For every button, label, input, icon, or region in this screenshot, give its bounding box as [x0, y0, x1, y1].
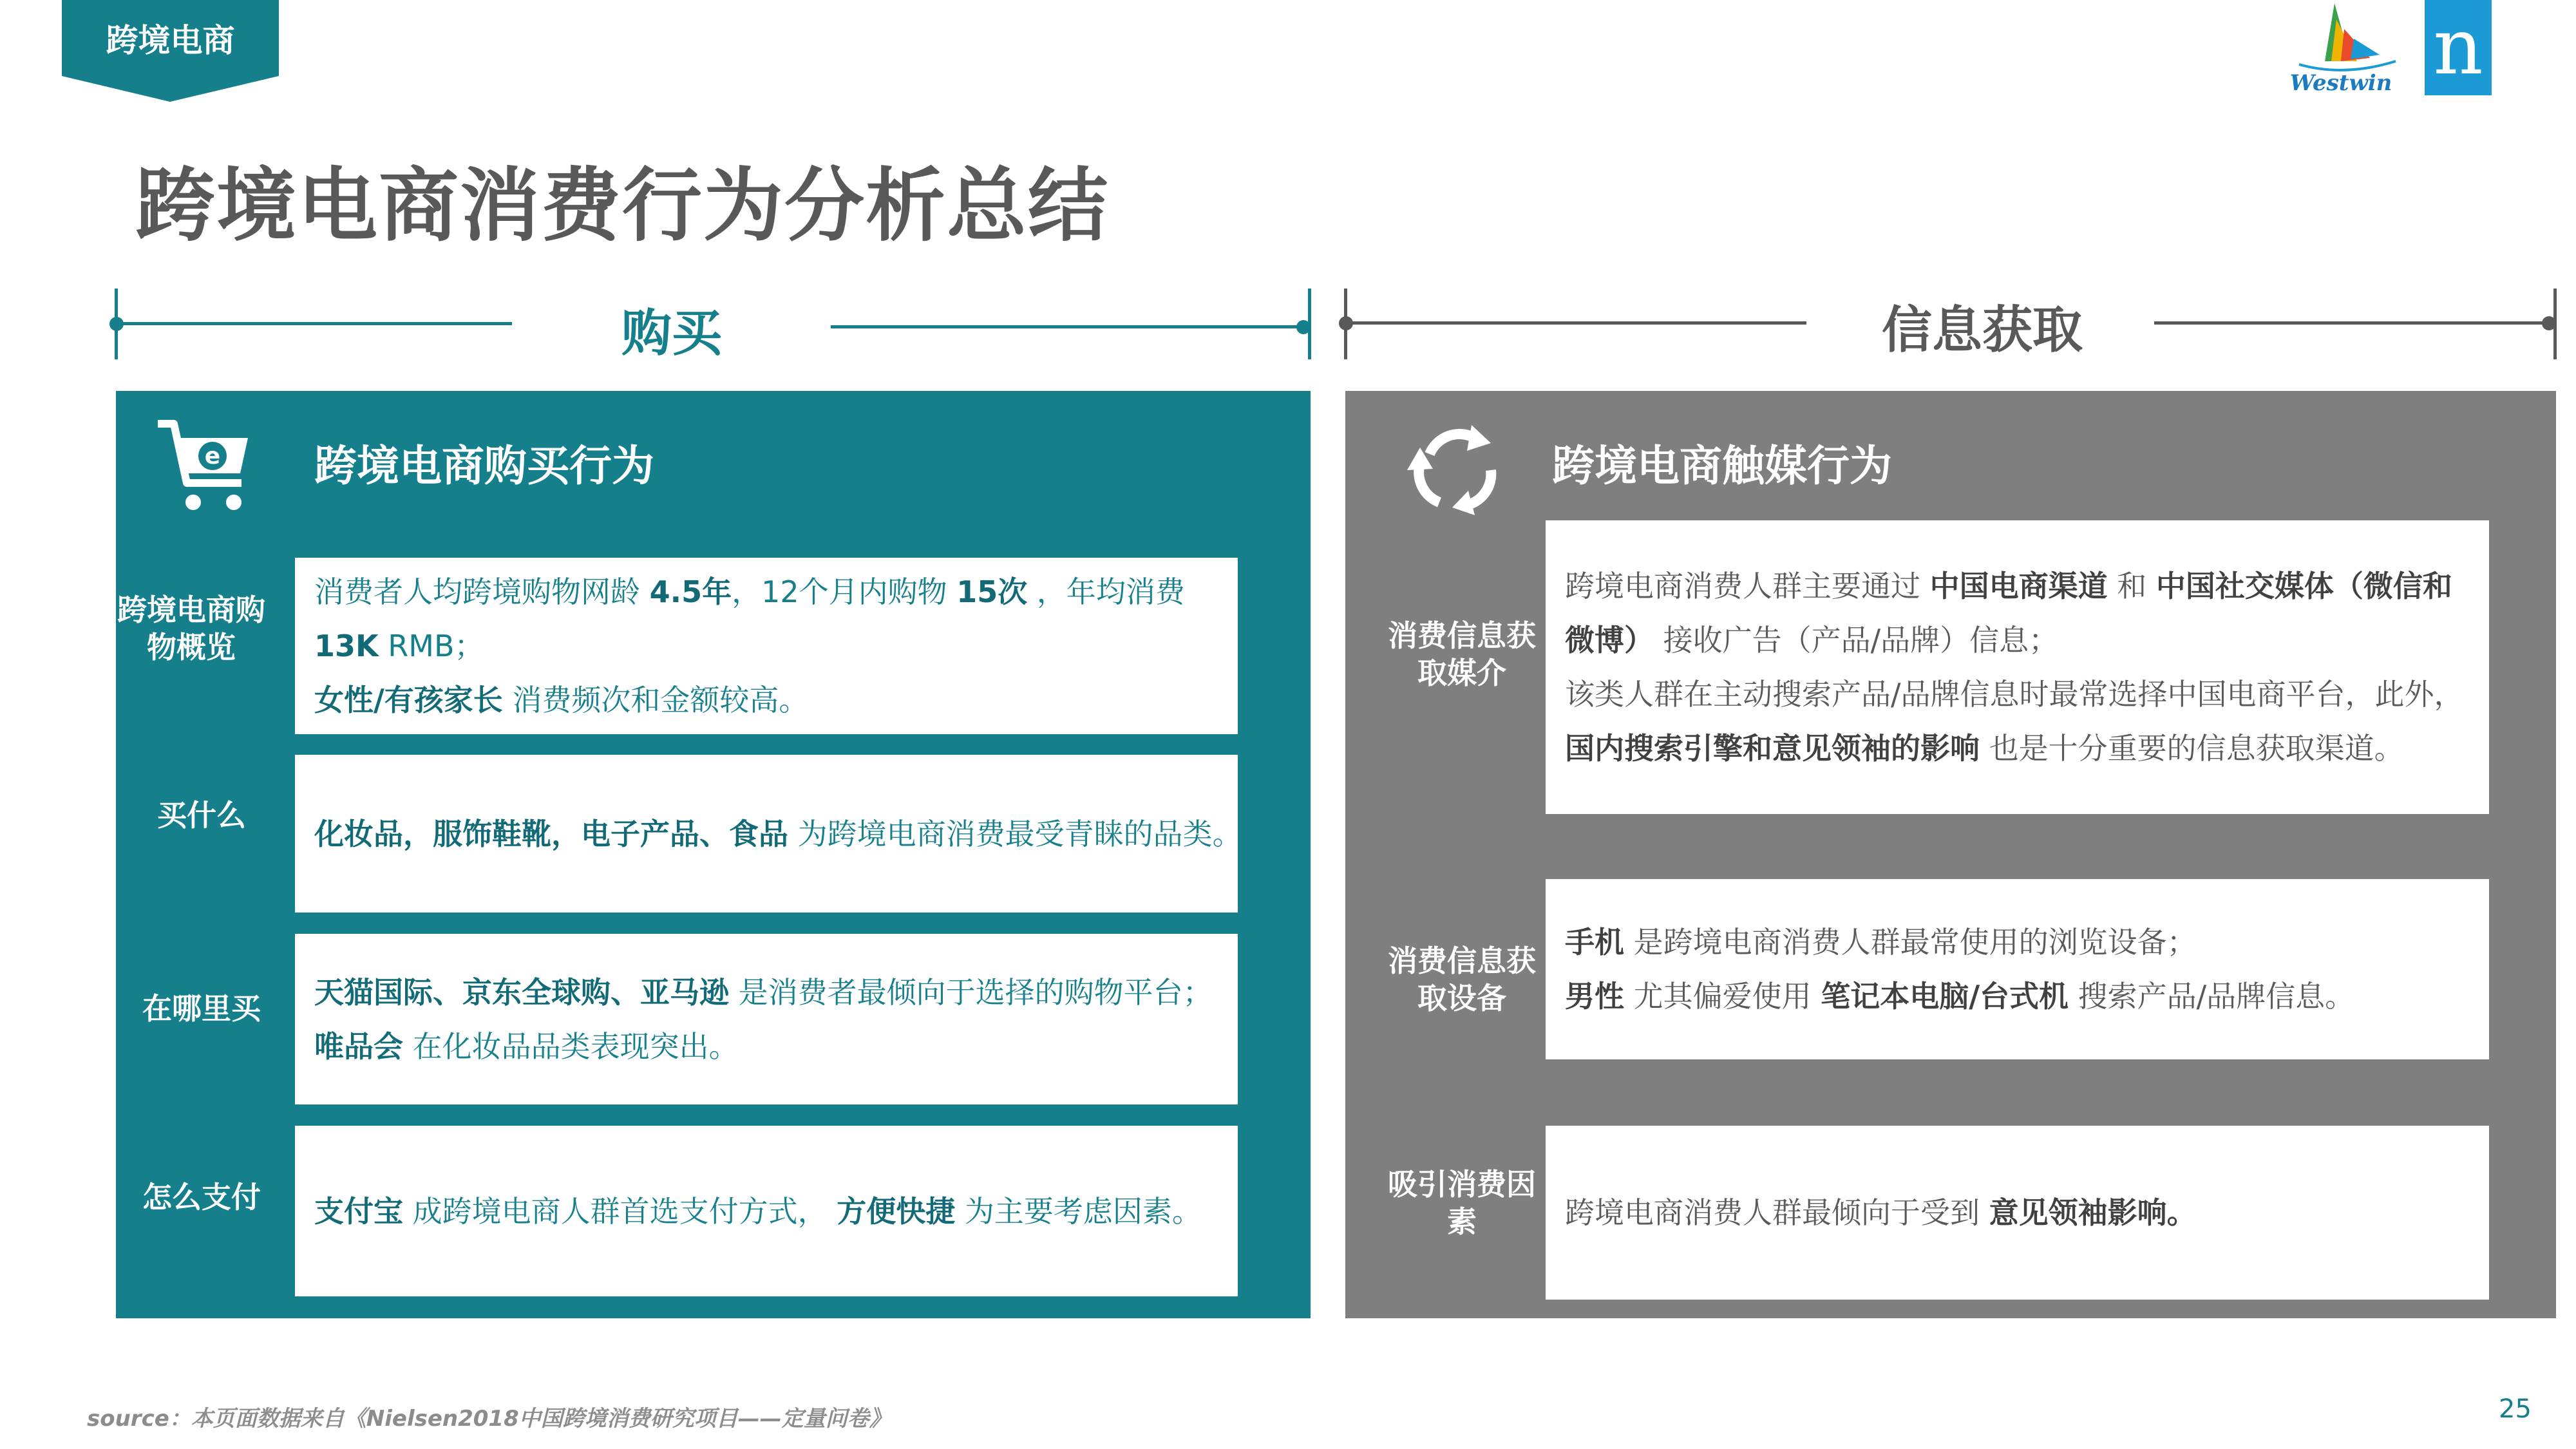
info-card-media — [1546, 520, 2489, 814]
buy-card-what — [295, 755, 1242, 913]
right-header-line — [1346, 321, 1806, 325]
body-text: 在化妆品品类表现突出。 — [403, 1028, 739, 1064]
body-text: 为主要考虑因素。 — [955, 1193, 1202, 1229]
card-line — [1565, 667, 2470, 721]
highlight-text: 中国社交媒体（微信和 — [2155, 569, 2452, 603]
body-text: 和 — [2107, 569, 2156, 603]
body-text: 该类人群在主动搜索产品/品牌信息时最常选择中国电商平台，此外， — [1565, 677, 2464, 712]
right-header-line-right — [2154, 321, 2555, 325]
section-tag-arrow — [62, 76, 279, 102]
body-text: ，年均消费 — [1027, 574, 1185, 609]
highlight-text: 15次 — [956, 574, 1028, 609]
body-text: 成跨境电商人群首选支付方式， — [403, 1193, 837, 1229]
highlight-text: 笔记本电脑/台式机 — [1821, 979, 2069, 1014]
body-text: 是消费者最倾向于选择的购物平台； — [729, 974, 1213, 1010]
buy-panel-heading: 跨境电商购买行为 — [314, 441, 654, 491]
right-header-tick-end — [2553, 289, 2557, 359]
highlight-text: 化妆品，服饰鞋靴，电子产品、食品 — [314, 816, 788, 851]
card-line — [314, 1019, 1218, 1074]
info-panel-heading: 跨境电商触媒行为 — [1552, 441, 1892, 491]
highlight-text: 天猫国际、京东全球购、亚马逊 — [314, 974, 729, 1010]
highlight-text: 女性/有孩家长 — [314, 683, 503, 717]
highlight-text: 支付宝 — [314, 1193, 403, 1229]
highlight-text: 男性 — [1565, 979, 1624, 1014]
highlight-text: 意见领袖影响。 — [1989, 1195, 2197, 1230]
source-note: source：本页面数据来自《Nielsen2018中国跨境消费研究项目——定量问卷》 — [87, 1406, 891, 1432]
body-text: 也是十分重要的信息获取渠道。 — [1980, 731, 2404, 766]
left-header-line — [116, 322, 512, 325]
body-text: 尤其偏爱使用 — [1624, 979, 1821, 1014]
shopping-cart-icon — [151, 412, 254, 515]
body-text: 跨境电商消费人群最倾向于受到 — [1565, 1195, 1989, 1230]
buy-row-label-payment: 怎么支付 — [142, 1180, 261, 1215]
info-card-device — [1546, 879, 2489, 1059]
body-text: 为跨境电商消费最受青睐的品类。 — [788, 816, 1242, 851]
card-line — [314, 1184, 1218, 1238]
buy-card-overview — [295, 558, 1238, 734]
left-header-line-right — [831, 325, 1311, 328]
right-section-title: 信息获取 — [1882, 301, 2083, 359]
card-line — [1565, 613, 2470, 667]
section-tag: 跨境电商 — [62, 0, 279, 76]
highlight-text: 13K — [314, 629, 379, 663]
westwin-logo-text: Westwin — [2289, 70, 2392, 96]
left-header-tick-end — [1308, 289, 1311, 359]
buy-row-label-overview: 跨境电商购物概览 — [117, 592, 265, 665]
card-line — [1565, 559, 2470, 613]
body-text: 消费频次和金额较高。 — [502, 683, 809, 717]
card-line — [314, 807, 1242, 861]
info-row-label-device: 消费信息获取设备 — [1388, 943, 1536, 1016]
page-number: 25 — [2499, 1394, 2532, 1424]
card-line — [1565, 969, 2470, 1023]
nielsen-logo: n — [2425, 0, 2492, 95]
highlight-text: 方便快捷 — [837, 1193, 956, 1229]
svg-text:e: e — [204, 443, 221, 469]
card-line — [1565, 1186, 2470, 1240]
media-cycle-icon — [1404, 419, 1507, 522]
buy-row-label-where: 在哪里买 — [142, 991, 261, 1026]
body-text: 接收广告（产品/品牌）信息； — [1654, 623, 2059, 658]
page-title: 跨境电商消费行为分析总结 — [135, 160, 1110, 252]
info-row-label-media: 消费信息获取媒介 — [1388, 618, 1536, 690]
highlight-text: 微博） — [1565, 623, 1654, 658]
body-text: 搜索产品/品牌信息。 — [2069, 979, 2355, 1014]
card-line — [314, 965, 1218, 1019]
card-line — [1565, 721, 2470, 775]
body-text: 是跨境电商消费人群最常使用的浏览设备； — [1624, 925, 2197, 960]
body-text: 消费者人均跨境购物网龄 — [314, 574, 650, 609]
card-line — [1565, 915, 2470, 969]
buy-card-where — [295, 934, 1238, 1104]
card-line — [314, 673, 1218, 727]
highlight-text: 4.5年 — [649, 574, 732, 609]
body-text: 跨境电商消费人群主要通过 — [1565, 569, 1930, 603]
info-card-factor — [1546, 1126, 2489, 1300]
info-row-label-factor: 吸引消费因素 — [1388, 1167, 1536, 1239]
buy-row-label-what: 买什么 — [157, 798, 246, 833]
highlight-text: 手机 — [1565, 925, 1624, 960]
body-text: ，12个月内购物 — [732, 574, 957, 609]
highlight-text: 唯品会 — [314, 1028, 403, 1064]
body-text: RMB； — [378, 629, 484, 663]
buy-card-payment — [295, 1126, 1238, 1296]
highlight-text: 中国电商渠道 — [1929, 569, 2108, 603]
left-section-title: 购买 — [621, 305, 723, 363]
card-line — [314, 565, 1218, 619]
westwin-logo — [2273, 0, 2409, 97]
highlight-text: 国内搜索引擎和意见领袖的影响 — [1565, 731, 1980, 766]
card-line — [314, 619, 1218, 673]
